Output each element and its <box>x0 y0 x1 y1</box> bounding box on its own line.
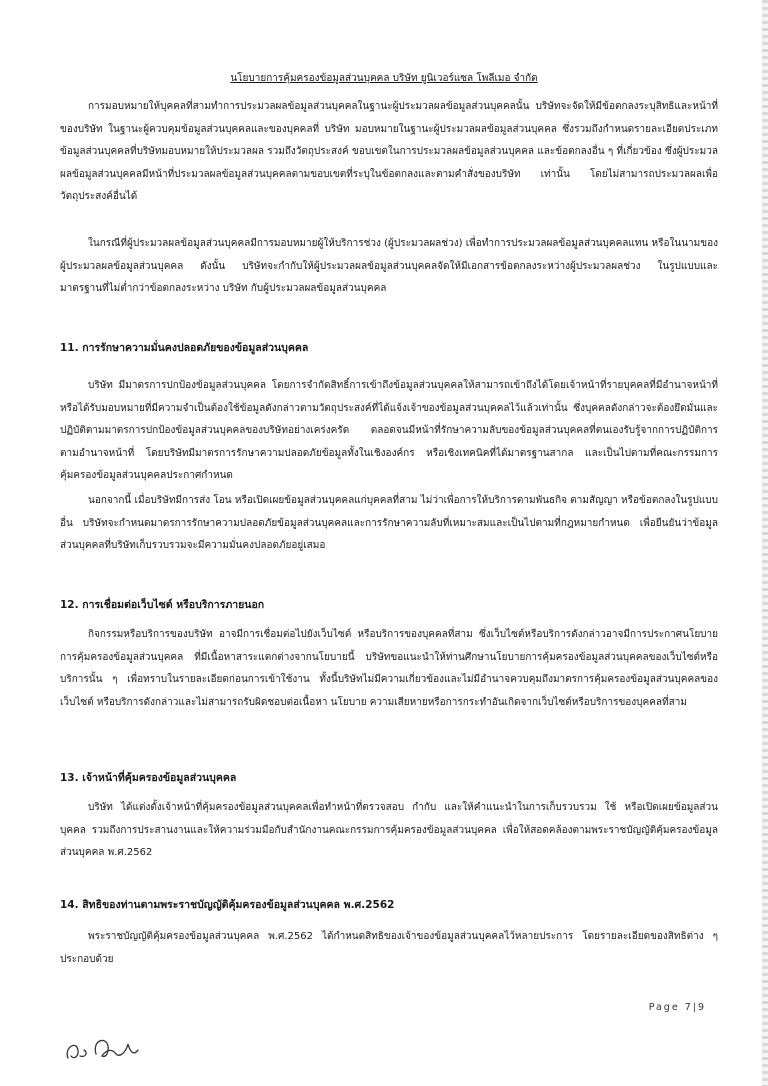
section-11-paragraph-2: นอกจากนี้ เมื่อบริษัทมีการส่ง โอน หรือเปิดเผยข้อมูลส่วนบุคคลแก่บุคคลที่สาม ไม่ว่าเพื่อการให้บริการตามพันธกิจ ตามสัญญา หรือข้อตกลงในรูปแบบอื่น บริษัทจะกำหนดมาตรการรักษาความปลอดภัยข้อมูลส่วนบุคคลและการรักษาความลับที่เหมาะสมและเป็นไปตามที่กฎหมายกำหนด เพื่อยืนยันว่าข้อมูลส่วนบุคคลที่บริษัทเก็บรวบรวมจะมีความมั่นคงปลอดภัยอยู่เสมอ <box>60 495 718 551</box>
intro-paragraph-1: การมอบหมายให้บุคคลที่สามทำการประมวลผลข้อมูลส่วนบุคคลในฐานะผู้ประมวลผลข้อมูลส่วนบุคคลนั้น บริษัทจะจัดให้มีข้อตกลงระบุสิทธิและหน้าที่ของบริษัท ในฐานะผู้ควบคุมข้อมูลส่วนบุคคลและของบุคคลที่ บริษัท มอบหมายในฐานะผู้ประมวลผลข้อมูลส่วนบุคคล ซึ่งรวมถึงกำหนดรายละเอียดประเภทข้อมูลส่วนบุคคลที่บริษัทมอบหมายให้ประมวลผล รวมถึงวัตถุประสงค์ ขอบเขตในการประมวลผลข้อมูลส่วนบุคคล และข้อตกลงอื่น ๆ ที่เกี่ยวข้อง ซึ่งผู้ประมวลผลข้อมูลส่วนบุคคลมีหน้าที่ประมวลผลข้อมูลส่วนบุคคลตามขอบเขตที่ระบุในข้อตกลงและตามคำสั่งของบริษัท เท่านั้น โดยไม่สามารถประมวลผลเพื่อวัตถุประสงค์อื่นได้ <box>60 101 718 202</box>
section-11-paragraph-1: บริษัท มีมาตรการปกป้องข้อมูลส่วนบุคคล โดยการจำกัดสิทธิ์การเข้าถึงข้อมูลส่วนบุคคลให้สามารถเข้าถึงได้โดยเจ้าหน้าที่รายบุคคลที่มีอำนาจหน้าที่หรือได้รับมอบหมายที่มีความจำเป็นต้องใช้ข้อมูลดังกล่าวตามวัตถุประสงค์ที่ได้แจ้งเจ้าของข้อมูลส่วนบุคคลไว้แล้วเท่านั้น ซึ่งบุคคลดังกล่าวจะต้องยึดมั่นและปฏิบัติตามมาตรการปกป้องข้อมูลส่วนบุคคลของบริษัทอย่างเคร่งครัด ตลอดจนมีหน้าที่รักษาความลับของข้อมูลส่วนบุคคลที่ตนเองรับรู้จากการปฏิบัติการตามอำนาจหน้าที่ โดยบริษัทมีมาตรการรักษาความปลอดภัยข้อมูลทั้งในเชิงองค์กร หรือเชิงเทคนิคที่ได้มาตรฐานสากล และเป็นไปตามที่คณะกรรมการคุ้มครองข้อมูลส่วนบุคคลประกาศกำหนด <box>60 380 718 481</box>
intro-paragraph-2: ในกรณีที่ผู้ประมวลผลข้อมูลส่วนบุคคลมีการมอบหมายผู้ให้บริการช่วง (ผู้ประมวลผลช่วง) เพื่อทำการประมวลผลข้อมูลส่วนบุคคลแทน หรือในนามของผู้ประมวลผลข้อมูลส่วนบุคคล ดังนั้น บริษัทจะกำกับให้ผู้ประมวลผลข้อมูลส่วนบุคคลจัดให้มีเอกสารข้อตกลงระหว่างผู้ประมวลผลช่วง ในรูปแบบและมาตรฐานที่ไม่ต่ำกว่าข้อตกลงระหว่าง บริษัท กับผู้ประมวลผลข้อมูลส่วนบุคคล <box>60 238 718 294</box>
section-13-paragraph-1: บริษัท ได้แต่งตั้งเจ้าหน้าที่คุ้มครองข้อมูลส่วนบุคคลเพื่อทำหน้าที่ตรวจสอบ กำกับ และให้คำแนะนำในการเก็บรวบรวม ใช้ หรือเปิดเผยข้อมูลส่วนบุคคล รวมถึงการประสานงานและให้ความร่วมมือกับสำนักงานคณะกรรมการคุ้มครองข้อมูลส่วนบุคคล เพื่อให้สอดคล้องตามพระราชบัญญัติคุ้มครองข้อมูลส่วนบุคคล พ.ศ.2562 <box>60 802 718 858</box>
section-13-title: 13. เจ้าหน้าที่คุ้มครองข้อมูลส่วนบุคคล <box>60 772 237 784</box>
page-number: Page 7|9 <box>648 1002 706 1013</box>
scan-edge-strip <box>762 0 768 1086</box>
signature-icon <box>62 1030 142 1066</box>
section-11-title: 11. การรักษาความมั่นคงปลอดภัยของข้อมูลส่วนบุคคล <box>60 342 309 354</box>
section-14-title: 14. สิทธิของท่านตามพระราชบัญญัติคุ้มครองข้อมูลส่วนบุคคล พ.ศ.2562 <box>60 899 395 911</box>
section-12-paragraph-1: กิจกรรมหรือบริการของบริษัท อาจมีการเชื่อมต่อไปยังเว็บไซต์ หรือบริการของบุคคลที่สาม ซึ่งเว็บไซต์หรือบริการดังกล่าวอาจมีการประกาศนโยบายการคุ้มครองข้อมูลส่วนบุคคล ที่มีเนื้อหาสาระแตกต่างจากนโยบายนี้ บริษัทขอแนะนำให้ท่านศึกษานโยบายการคุ้มครองข้อมูลส่วนบุคคลของเว็บไซต์หรือบริการนั้น ๆ เพื่อทราบในรายละเอียดก่อนการเข้าใช้งาน ทั้งนี้บริษัทไม่มีความเกี่ยวข้องและไม่มีอำนาจควบคุมถึงมาตรการคุ้มครองข้อมูลส่วนบุคคลของเว็บไซต์ หรือบริการดังกล่าวและไม่สามารถรับผิดชอบต่อเนื้อหา นโยบาย ความเสียหายหรือการกระทำอันเกิดจากเว็บไซต์หรือบริการของบุคคลที่สาม <box>60 629 718 708</box>
section-12-title: 12. การเชื่อมต่อเว็บไซต์ หรือบริการภายนอก <box>60 599 265 611</box>
document-heading: นโยบายการคุ้มครองข้อมูลส่วนบุคคล บริษัท ยูนิเวอร์แซล โพลีเมอ จำกัด <box>230 73 538 84</box>
section-14-paragraph-1: พระราชบัญญัติคุ้มครองข้อมูลส่วนบุคคล พ.ศ.2562 ได้กำหนดสิทธิของเจ้าของข้อมูลส่วนบุคคลไว้หลายประการ โดยรายละเอียดของสิทธิต่าง ๆ ประกอบด้วย <box>60 931 718 965</box>
